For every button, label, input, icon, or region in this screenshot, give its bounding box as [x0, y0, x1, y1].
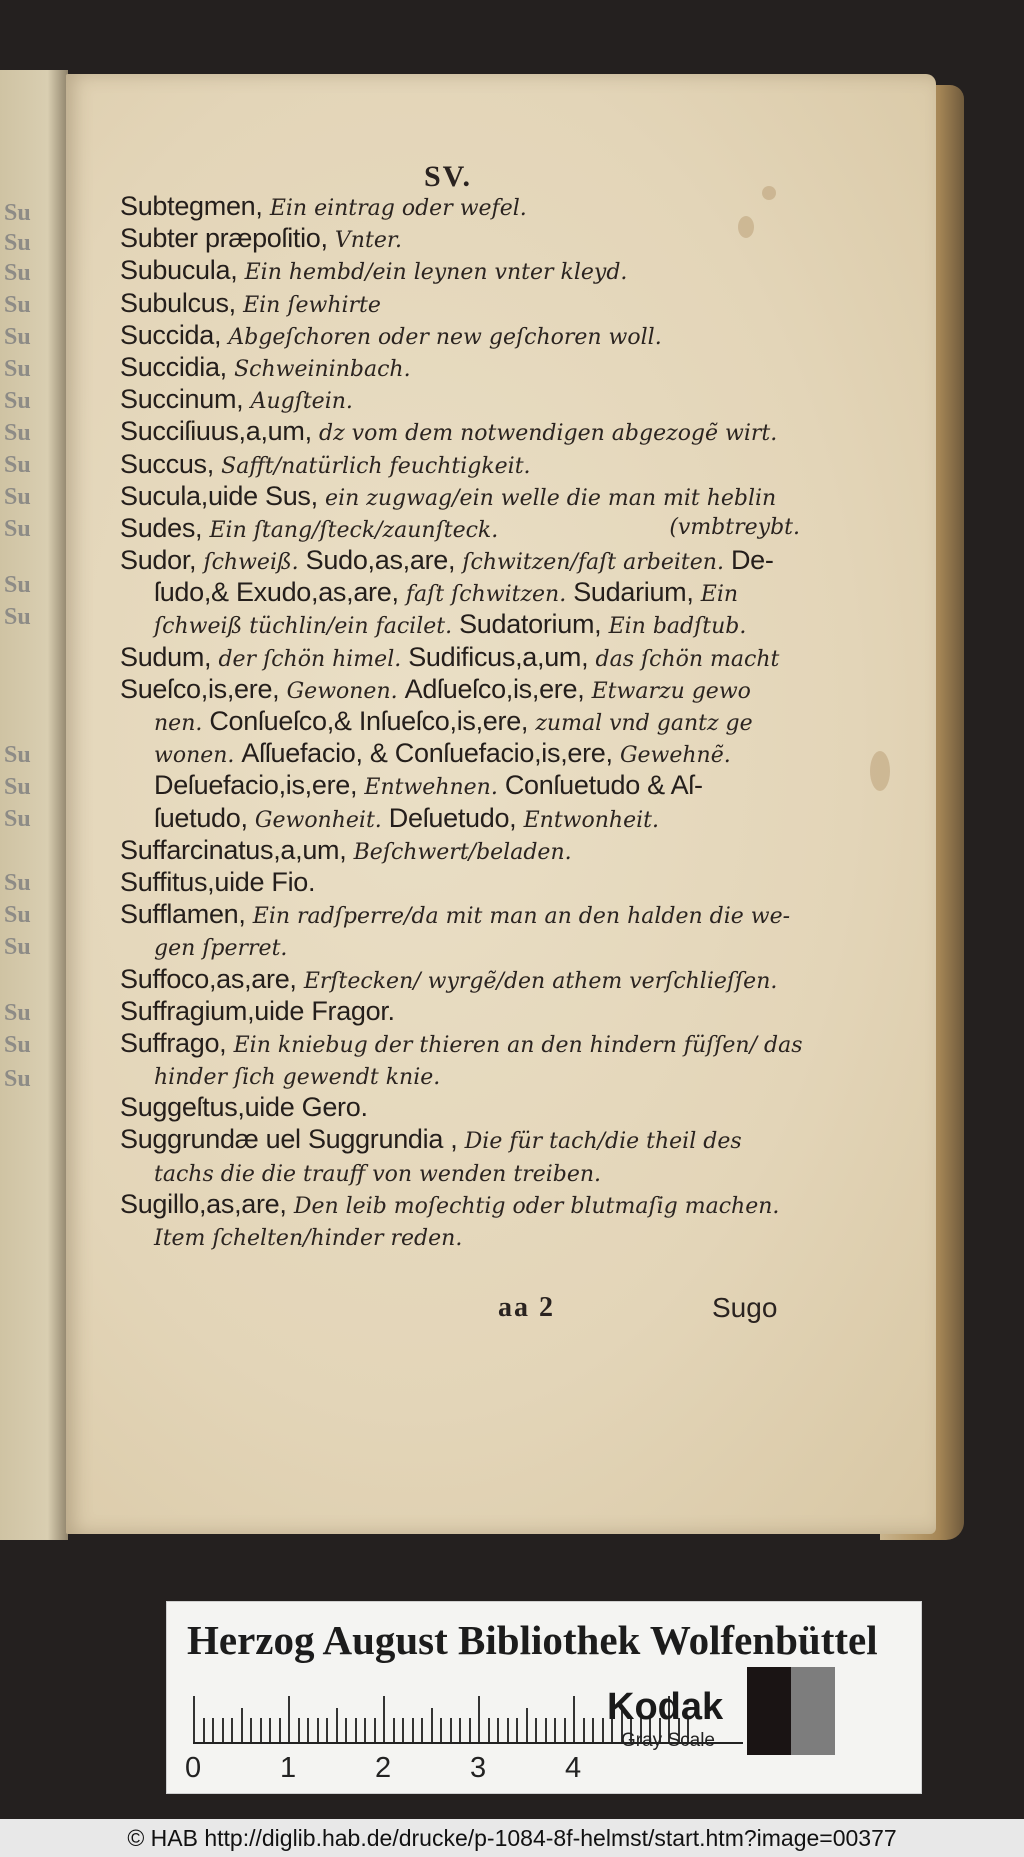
bleed-through-glyph: Su — [4, 452, 31, 478]
scale-number: 0 — [185, 1752, 202, 1784]
ruler-tick — [564, 1718, 566, 1742]
gloss: Ein badſtub. — [608, 614, 747, 640]
gloss: ein zugwag/ein welle die man mit heblin — [325, 485, 777, 511]
ruler-tick — [526, 1708, 528, 1742]
headword: Conſueſco,& Inſueſco,is,ere, — [209, 706, 536, 736]
ruler-tick — [573, 1696, 575, 1742]
gloss: Ein — [700, 582, 739, 608]
bleed-through-glyph: Su — [4, 806, 31, 832]
scale-number: 3 — [470, 1752, 487, 1784]
headword: Suggrundæ uel Suggrundia , — [120, 1124, 465, 1155]
gray-swatch — [791, 1667, 835, 1755]
gloss: ſchweiß. — [203, 550, 306, 576]
headword: Sudor, — [120, 545, 204, 576]
ruler-tick — [212, 1718, 214, 1742]
source-credit: © HAB http://diglib.hab.de/drucke/p-1084-8f-helmst/start.htm?image=00377 — [0, 1819, 1024, 1857]
ruler-tick — [364, 1718, 366, 1742]
entry-line — [120, 351, 810, 383]
headword: Sudificus,a,um, — [408, 641, 596, 672]
headword: Sudum, — [120, 641, 219, 672]
ruler-tick — [374, 1718, 376, 1742]
gloss: Entwonheit. — [523, 807, 659, 833]
entry-line — [120, 1220, 810, 1252]
bleed-through-glyph: Su — [4, 420, 31, 446]
entry-line — [120, 254, 810, 286]
bleed-through-glyph: Su — [4, 516, 31, 542]
ruler-tick — [279, 1718, 281, 1742]
headword: Subter præpoſitio, — [120, 223, 335, 254]
bleed-through-glyph: Su — [4, 902, 31, 928]
entry-line — [120, 415, 810, 447]
bleed-through-glyph: Su — [4, 1000, 31, 1026]
headword: Subucula, — [120, 255, 245, 286]
ruler-tick — [231, 1718, 233, 1742]
gloss: Entwehnen. — [364, 775, 505, 801]
gloss: nen. — [154, 711, 210, 736]
ruler-tick — [488, 1718, 490, 1742]
headword: Deſuefacio,is,ere, — [154, 770, 365, 801]
ruler-tick — [345, 1718, 347, 1742]
ruler-tick — [383, 1696, 385, 1742]
entry-line — [120, 641, 810, 673]
ruler-tick — [545, 1718, 547, 1742]
catchword: Sugo — [712, 1292, 778, 1323]
bleed-through-glyph: Su — [4, 572, 31, 598]
ruler-tick — [326, 1718, 328, 1742]
bleed-through-glyph: Su — [4, 742, 31, 768]
bleed-through-glyph: Su — [4, 324, 31, 350]
entry-line — [120, 287, 810, 319]
bleed-through-glyph: Su — [4, 356, 31, 382]
ruler-tick — [203, 1718, 205, 1742]
gloss: dz vom dem notwendigen abgezogẽ wirt. — [318, 421, 778, 447]
bleed-through-glyph: Su — [4, 292, 31, 318]
entry-line — [120, 1156, 810, 1188]
gloss: gen ſperret. — [154, 936, 288, 962]
bleed-through-glyph: Su — [4, 1032, 31, 1058]
headword: Succus, — [120, 448, 222, 479]
headword: Sudes, — [120, 512, 210, 543]
gloss: Vnter. — [334, 228, 402, 254]
bleed-through-glyph: Su — [4, 604, 31, 630]
gloss: Etwarzu gewo — [591, 678, 751, 704]
entry-line — [120, 769, 810, 801]
dictionary-entries — [120, 190, 810, 1252]
headword: Subtegmen, — [120, 191, 270, 221]
gloss: Erſtecken/ wyrgẽ/den athem verſchlieſſen. — [303, 968, 778, 994]
gloss: Gewehnẽ. — [619, 743, 731, 769]
ruler-tick — [421, 1718, 423, 1742]
gray-swatch — [747, 1667, 791, 1755]
headword: Sugillo,as,are, — [120, 1188, 294, 1219]
entry-line — [120, 190, 810, 222]
headword: De- — [730, 545, 774, 576]
headword: Suffrago, — [120, 1027, 234, 1058]
ruler-tick — [288, 1696, 290, 1742]
gray-scale-label: Gray Scale — [621, 1730, 715, 1751]
gloss: Ein eintrag oder wefel. — [269, 196, 527, 221]
entry-line — [120, 319, 810, 351]
headword: Succiſiuus,a,um, — [120, 416, 319, 447]
entry-line — [120, 995, 810, 1027]
ruler-tick — [450, 1718, 452, 1742]
ruler-tick — [459, 1718, 461, 1742]
gloss: ſchwitzen/faſt arbeiten. — [462, 550, 731, 576]
signature-mark: aa 2 — [498, 1292, 555, 1323]
bleed-through-glyph: Su — [4, 934, 31, 960]
ruler-tick — [222, 1718, 224, 1742]
gloss: Safft/natürlich feuchtigkeit. — [221, 453, 531, 479]
bleed-through-glyph: Su — [4, 200, 31, 226]
headword: Suffoco,as,are, — [120, 963, 304, 994]
ruler-tick — [431, 1708, 433, 1742]
entry-line — [120, 576, 810, 608]
headword: Suffragium,uide Fragor. — [120, 995, 395, 1026]
entry-line — [120, 802, 810, 834]
gloss-continuation: (vmbtreybt. — [669, 514, 800, 540]
library-color-card — [166, 1601, 922, 1794]
entry-line — [120, 544, 810, 576]
headword: Sueſco,is,ere, — [120, 673, 287, 704]
bleed-through-glyph: Su — [4, 260, 31, 286]
headword: Sudarium, — [573, 577, 701, 608]
headword: Sudatorium, — [459, 609, 609, 640]
gloss: zumal vnd gantz ge — [535, 711, 753, 736]
headword: ſudo,& Exudo,as,are, — [154, 577, 406, 608]
ruler-tick — [317, 1718, 319, 1742]
gloss: Ein kniebug der thieren an den hindern füſſen/ das — [233, 1032, 803, 1058]
gloss: Gewonheit. — [254, 807, 389, 833]
ruler-tick — [583, 1718, 585, 1742]
entry-line — [120, 834, 810, 866]
gloss: Schweininbach. — [234, 356, 411, 382]
headword: Succida, — [120, 319, 229, 350]
entry-line — [120, 608, 810, 640]
scale-number: 4 — [565, 1752, 582, 1784]
running-header: SV. — [424, 160, 472, 193]
headword: Deſuetudo, — [388, 802, 524, 833]
bleed-through-glyph: Su — [4, 870, 31, 896]
headword: Sucula,uide Sus, — [120, 480, 326, 511]
entry-line — [120, 930, 810, 962]
scale-number: 1 — [280, 1752, 297, 1784]
entry-line — [120, 866, 810, 898]
gloss: Den leib moſechtig oder blutmaſig machen. — [293, 1193, 780, 1219]
headword: Adſueſco,is,ere, — [404, 673, 592, 704]
headword: Suggeſtus,uide Gero. — [120, 1092, 368, 1123]
entry-line — [120, 737, 810, 769]
previous-page-edge — [0, 70, 68, 1540]
ruler-tick — [355, 1718, 357, 1742]
kodak-logo: Kodak — [607, 1686, 724, 1728]
gloss: das ſchön macht — [595, 646, 780, 672]
gloss: Die für tach/die theil des — [464, 1129, 742, 1155]
entry-line — [120, 448, 810, 480]
ruler-tick — [507, 1718, 509, 1742]
bleed-through-glyph: Su — [4, 1066, 31, 1092]
gloss: Ein ſewhirte — [243, 292, 381, 318]
entry-line — [120, 1059, 810, 1091]
gloss: Beſchwert/beladen. — [353, 839, 572, 865]
gloss: ſchweiß tüchlin/ein facilet. — [154, 614, 460, 640]
ruler-tick — [269, 1718, 271, 1742]
bleed-through-glyph: Su — [4, 484, 31, 510]
gloss: Ein radſperre/da mit man an den halden die we- — [252, 904, 791, 930]
headword: Aſſuefacio, & Conſuefacio,is,ere, — [241, 738, 620, 769]
headword: Subulcus, — [120, 287, 244, 318]
entry-line — [120, 1188, 810, 1220]
ruler-tick — [241, 1708, 243, 1742]
ruler-tick — [535, 1718, 537, 1742]
ruler-tick — [516, 1718, 518, 1742]
entry-line — [120, 963, 810, 995]
gloss: Augſtein. — [250, 389, 353, 415]
ruler-tick — [602, 1718, 604, 1742]
headword: Suffarcinatus,a,um, — [120, 834, 354, 865]
bleed-through-glyph: Su — [4, 774, 31, 800]
gloss: faſt ſchwitzen. — [405, 582, 574, 608]
entry-line — [120, 512, 810, 544]
gray-swatch — [835, 1667, 879, 1755]
entry-line — [120, 222, 810, 254]
library-name: Herzog August Bibliothek Wolfenbüttel — [187, 1617, 878, 1663]
entry-line — [120, 383, 810, 415]
ruler-tick — [307, 1718, 309, 1742]
bleed-through-glyph: Su — [4, 230, 31, 256]
entry-line — [120, 673, 810, 705]
ruler-tick — [260, 1718, 262, 1742]
headword: Sufflamen, — [120, 899, 253, 930]
ruler-tick — [336, 1708, 338, 1742]
gloss: Item ſchelten/hinder reden. — [154, 1226, 463, 1251]
gloss: Ein hembd/ein leynen vnter kleyd. — [244, 260, 628, 286]
entry-line — [120, 480, 810, 512]
ruler-tick — [193, 1696, 195, 1742]
ruler-tick — [469, 1718, 471, 1742]
foxing-spot — [870, 751, 890, 791]
ruler-tick — [402, 1718, 404, 1742]
entry-line — [120, 898, 810, 930]
ruler-tick — [554, 1718, 556, 1742]
ruler-tick — [393, 1718, 395, 1742]
gloss: tachs die die trauff von wenden treiben. — [154, 1161, 602, 1187]
gloss: hinder ſich gewendt knie. — [154, 1065, 441, 1091]
ruler-tick — [298, 1718, 300, 1742]
headword: Succidia, — [120, 351, 235, 382]
headword: Succinum, — [120, 384, 251, 415]
headword: Sudo,as,are, — [305, 545, 463, 576]
gloss: wonen. — [154, 743, 242, 769]
entry-line — [120, 1091, 810, 1123]
bleed-through-glyph: Su — [4, 388, 31, 414]
scale-number: 2 — [375, 1752, 392, 1784]
gloss: der ſchön himel. — [218, 646, 409, 672]
gloss: Gewonen. — [286, 678, 405, 704]
headword: Conſuetudo & Aſ- — [504, 770, 703, 801]
ruler-tick — [592, 1718, 594, 1742]
entry-line — [120, 705, 810, 737]
gloss: Ein ſtang/ſteck/zaunſteck. — [209, 517, 499, 543]
ruler-tick — [250, 1718, 252, 1742]
gloss: Abgeſchoren oder new geſchoren woll. — [228, 324, 662, 350]
ruler-tick — [478, 1696, 480, 1742]
headword: Suffitus,uide Fio. — [120, 866, 316, 897]
entry-line — [120, 1027, 810, 1059]
entry-line — [120, 1123, 810, 1155]
ruler-tick — [497, 1718, 499, 1742]
ruler-tick — [412, 1718, 414, 1742]
headword: ſuetudo, — [154, 802, 255, 833]
ruler-tick — [440, 1718, 442, 1742]
